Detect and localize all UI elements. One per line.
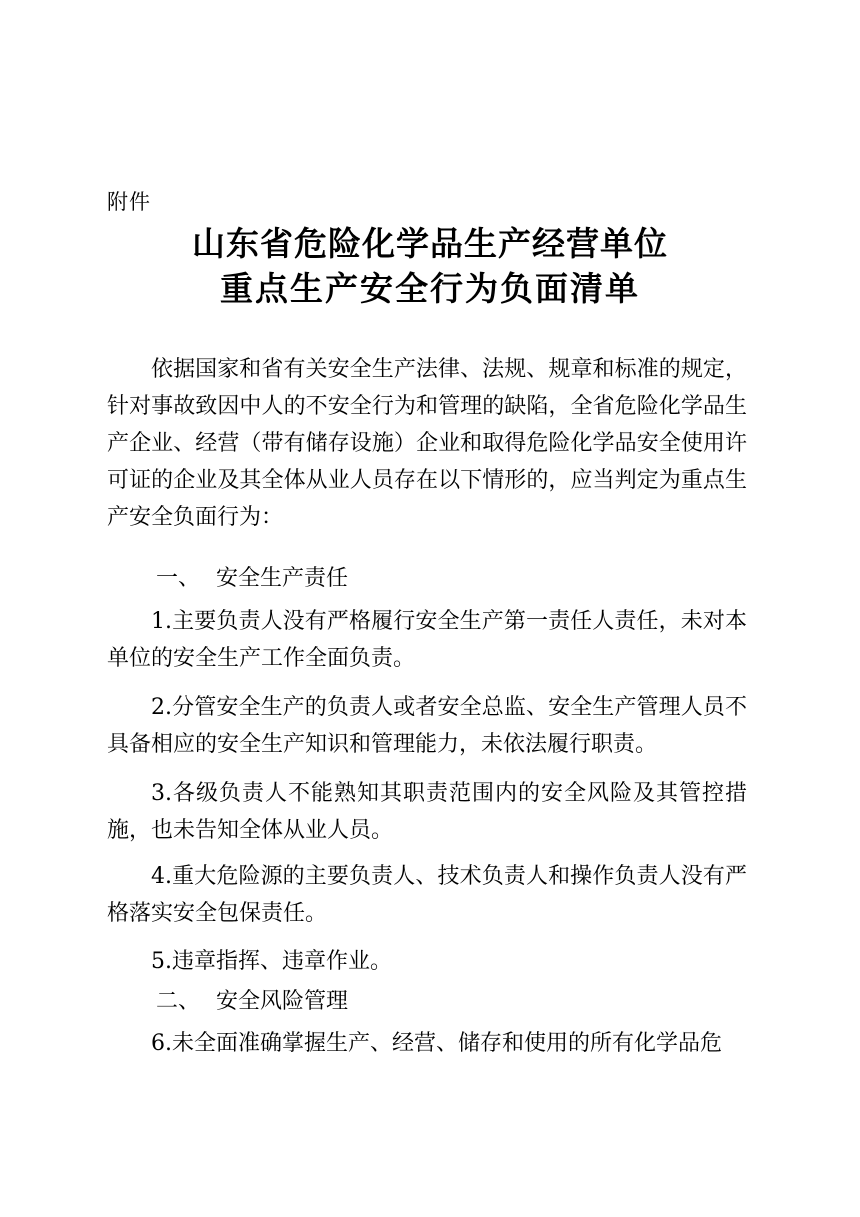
intro-paragraph: 依据国家和省有关安全生产法律、法规、规章和标准的规定，针对事故致因中人的不安全行为和管理的缺陷，全省危险化学品生产企业、经营（带有储存设施）企业和取得危险化学品安全使用许可证的企业及其全体从业人员存在以下情形的，应当判定为重点生产安全负面行为： xyxy=(107,357,747,530)
list-item: 6.未全面准确掌握生产、经营、储存和使用的所有化学品危 xyxy=(151,1031,722,1056)
section-heading-risk-management xyxy=(156,983,348,1020)
section-number: 一、 xyxy=(156,566,201,591)
section-title: 安全生产责任 xyxy=(216,566,349,591)
section-number: 二、 xyxy=(156,989,201,1014)
document-title-line-2: 重点生产安全行为负面清单 xyxy=(220,269,640,308)
list-item: 5.违章指挥、违章作业。 xyxy=(151,949,392,974)
document-title-line-1: 山东省危险化学品生产经营单位 xyxy=(192,224,668,263)
list-item: 2.分管安全生产的负责人或者安全总监、安全生产管理人员不具备相应的安全生产知识和管理能力，未依法履行职责。 xyxy=(107,695,747,757)
section-title: 安全风险管理 xyxy=(216,989,349,1014)
list-item: 3.各级负责人不能熟知其职责范围内的安全风险及其管控措施，也未告知全体从业人员。 xyxy=(107,781,747,843)
list-item: 1.主要负责人没有严格履行安全生产第一责任人责任，未对本单位的安全生产工作全面负责。 xyxy=(107,609,747,671)
attachment-label: 附件 xyxy=(107,190,151,214)
section-heading-responsibility xyxy=(156,560,348,597)
list-item: 4.重大危险源的主要负责人、技术负责人和操作负责人没有严格落实安全包保责任。 xyxy=(107,864,747,926)
